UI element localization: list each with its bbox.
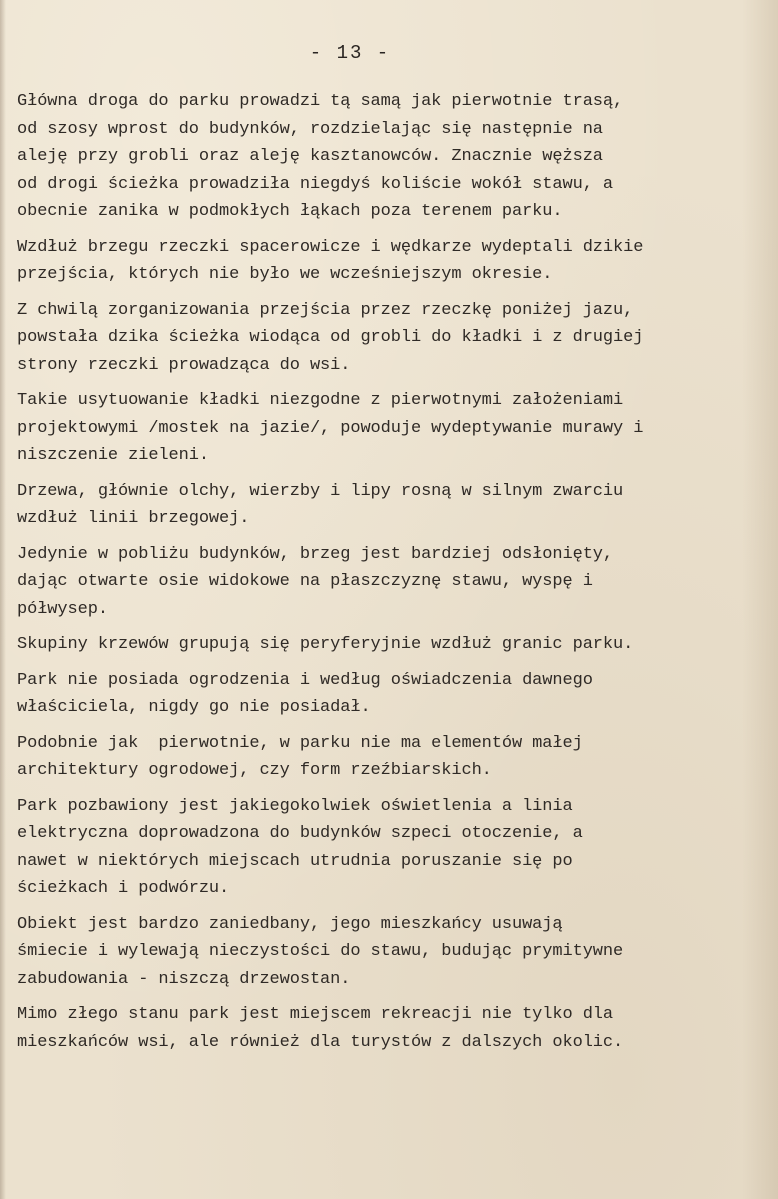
text-line: mieszkańców wsi, ale również dla turystów z dalszych okolic. [17, 1032, 624, 1052]
text-line: od drogi ścieżka prowadziła niegdyś koliście wokół stawu, a [17, 174, 613, 194]
text-line: Główna droga do parku prowadzi tą samą jak pierwotnie trasą, [17, 92, 624, 111]
text-line: zabudowania - niszczą drzewostan. [17, 969, 351, 989]
page-number: - 13 - [309, 42, 391, 64]
page-left-edge-shadow [0, 0, 6, 1199]
paragraph-footbridge [17, 387, 717, 470]
text-line: powstała dzika ścieżka wiodąca od grobli do kładki i z drugiej [17, 328, 644, 347]
paragraph-lighting [17, 793, 717, 903]
text-line: architektury ogrodowej, czy form rzeźbiarskich. [17, 761, 492, 780]
text-line: Takie usytuowanie kładki niezgodne z pierwotnymi założeniami [17, 391, 624, 410]
text-line: Wzdłuż brzegu rzeczki spacerowicze i wędkarze wydeptali dzikie [17, 237, 644, 257]
text-line: Park nie posiada ogrodzenia i według oświadczenia dawnego [17, 670, 593, 690]
text-line: przejścia, których nie było we wcześniejszym okresie. [17, 265, 553, 284]
text-line: Drzewa, głównie olchy, wierzby i lipy rosną w silnym zwarciu [17, 481, 624, 501]
text-line: projektowymi /mostek na jazie/, powoduje wydeptywanie murawy i [17, 418, 644, 438]
paragraph-river-bank [17, 234, 717, 289]
paragraph-architecture [17, 730, 717, 785]
text-line: od szosy wprost do budynków, rozdzielając się następnie na [17, 119, 603, 139]
text-line: strony rzeczki prowadząca do wsi. [17, 355, 351, 375]
paragraph-recreation [17, 1001, 717, 1056]
text-line: nawet w niektórych miejscach utrudnia poruszanie się po [17, 851, 573, 871]
text-line: Skupiny krzewów grupują się peryferyjnie wzdłuż granic parku. [17, 635, 634, 654]
text-line: wzdłuż linii brzegowej. [17, 509, 250, 528]
text-line: niszczenie zieleni. [17, 446, 209, 465]
text-line: Park pozbawiony jest jakiegokolwiek oświetlenia a linia [17, 796, 573, 816]
text-line: elektryczna doprowadzona do budynków szpeci otoczenie, a [17, 824, 583, 843]
text-line: Obiekt jest bardzo zaniedbany, jego mieszkańcy usuwają [17, 914, 563, 934]
text-line: półwysep. [17, 599, 108, 619]
paragraph-crossing [17, 297, 717, 380]
page-right-edge-shadow [742, 0, 778, 1199]
paragraph-fence [17, 667, 717, 722]
paragraph-main-road [17, 88, 717, 226]
text-line: Z chwilą zorganizowania przejścia przez rzeczkę poniżej jazu, [17, 300, 634, 320]
text-line: Podobnie jak pierwotnie, w parku nie ma elementów małej [17, 733, 583, 753]
text-line: obecnie zanika w podmokłych łąkach poza terenem parku. [17, 202, 563, 221]
text-line: dając otwarte osie widokowe na płaszczyznę stawu, wyspę i [17, 572, 593, 591]
paragraph-shrubs [17, 631, 717, 659]
text-line: śmiecie i wylewają nieczystości do stawu, budując prymitywne [17, 942, 624, 961]
paragraph-buildings [17, 541, 717, 624]
paragraph-trees [17, 478, 717, 533]
text-line: Mimo złego stanu park jest miejscem rekreacji nie tylko dla [17, 1005, 613, 1024]
paragraph-neglect [17, 911, 717, 994]
text-line: właściciela, nigdy go nie posiadał. [17, 698, 371, 717]
text-line: aleję przy grobli oraz aleję kasztanowców. Znacznie węższa [17, 147, 603, 166]
document-body [17, 88, 717, 1064]
text-line: ścieżkach i podwórzu. [17, 879, 230, 898]
text-line: Jedynie w pobliżu budynków, brzeg jest bardziej odsłonięty, [17, 544, 613, 564]
